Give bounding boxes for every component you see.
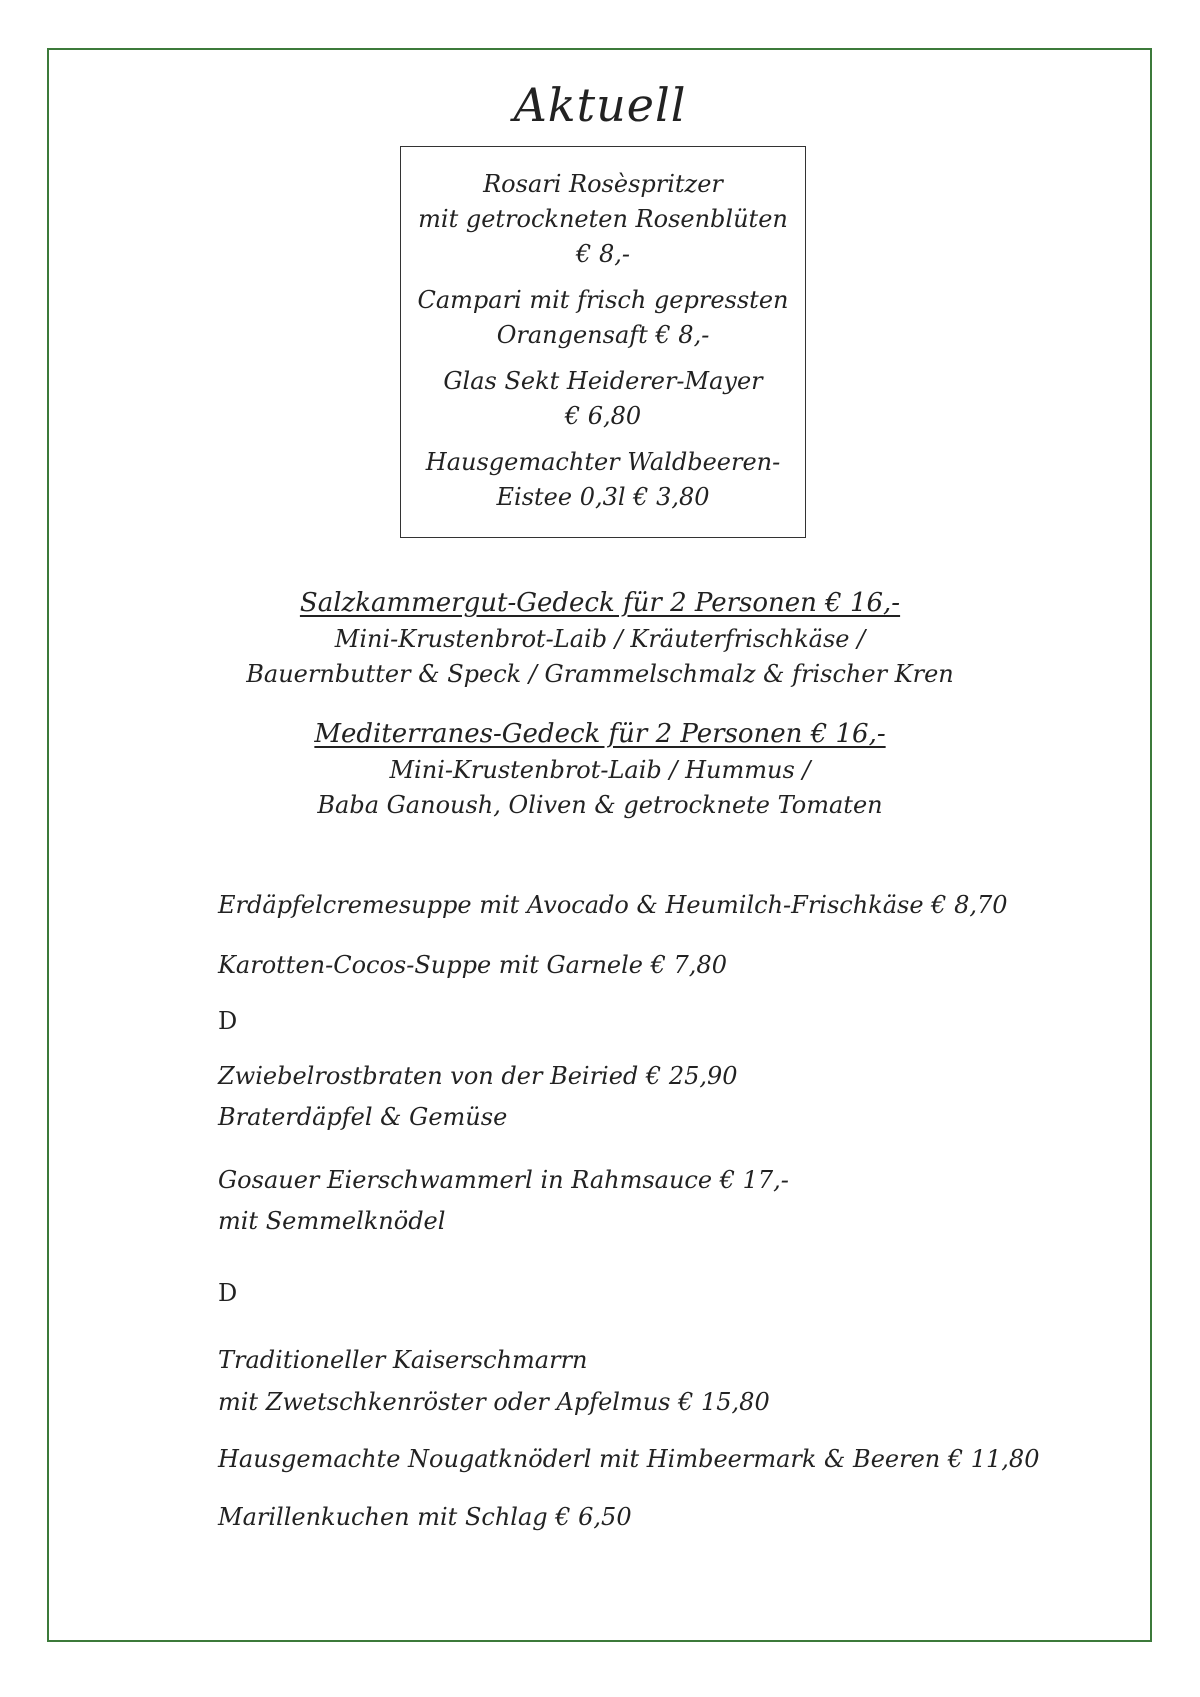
drink-line: Orangensaft € 8,- [496, 321, 710, 349]
drink-line: Glas Sekt Heiderer-Mayer [443, 367, 763, 395]
dessert-item-line: Hausgemachte Nougatknöderl mit Himbeermark & Beeren € 11,80 [218, 1445, 1040, 1473]
main-item-line: Zwiebelrostbraten von der Beiried € 25,90 [218, 1062, 738, 1090]
drink-item [401, 364, 805, 434]
section-separator: D [218, 1007, 238, 1035]
gedeck-title: Mediterranes-Gedeck für 2 Personen € 16,- [314, 719, 886, 749]
dessert-item-line: Traditioneller Kaiserschmarrn [218, 1346, 588, 1374]
soup-item: Karotten-Cocos-Suppe mit Garnele € 7,80 [218, 951, 727, 979]
drink-price: € 8,- [576, 240, 630, 268]
section-separator: D [218, 1279, 238, 1307]
drink-price: € 6,80 [564, 402, 642, 430]
gedeck-description: Mini-Krustenbrot-Laib / Hummus / [389, 756, 811, 784]
main-item-line: Braterdäpfel & Gemüse [218, 1103, 508, 1131]
gedeck-mediterranes [0, 715, 1200, 823]
gedeck-description: Bauernbutter & Speck / Grammelschmalz & frischer Kren [246, 660, 954, 688]
gedeck-title: Salzkammergut-Gedeck für 2 Personen € 16,- [299, 588, 901, 618]
drink-item [401, 167, 805, 272]
main-item-line: mit Semmelknödel [218, 1207, 446, 1235]
main-item-line: Gosauer Eierschwammerl in Rahmsauce € 17,- [218, 1166, 789, 1194]
drink-item [401, 445, 805, 515]
drink-line: Eistee 0,3l € 3,80 [496, 483, 710, 511]
dessert-item-line: mit Zwetschkenröster oder Apfelmus € 15,80 [218, 1388, 770, 1416]
gedeck-description: Mini-Krustenbrot-Laib / Kräuterfrischkäse / [334, 625, 866, 653]
drink-line: Rosari Rosèspritzer [483, 170, 723, 198]
soup-item: Erdäpfelcremesuppe mit Avocado & Heumilch-Frischkäse € 8,70 [218, 891, 1008, 919]
drink-line: mit getrockneten Rosenblüten [418, 205, 788, 233]
drink-item [401, 283, 805, 353]
dessert-item-line: Marillenkuchen mit Schlag € 6,50 [218, 1503, 632, 1531]
gedeck-salzkammergut [0, 584, 1200, 692]
page-title: Aktuell [513, 78, 687, 132]
gedeck-description: Baba Ganoush, Oliven & getrocknete Tomaten [317, 791, 883, 819]
drinks-box [400, 146, 806, 538]
drink-line: Hausgemachter Waldbeeren- [425, 448, 781, 476]
drink-line: Campari mit frisch gepressten [417, 286, 789, 314]
